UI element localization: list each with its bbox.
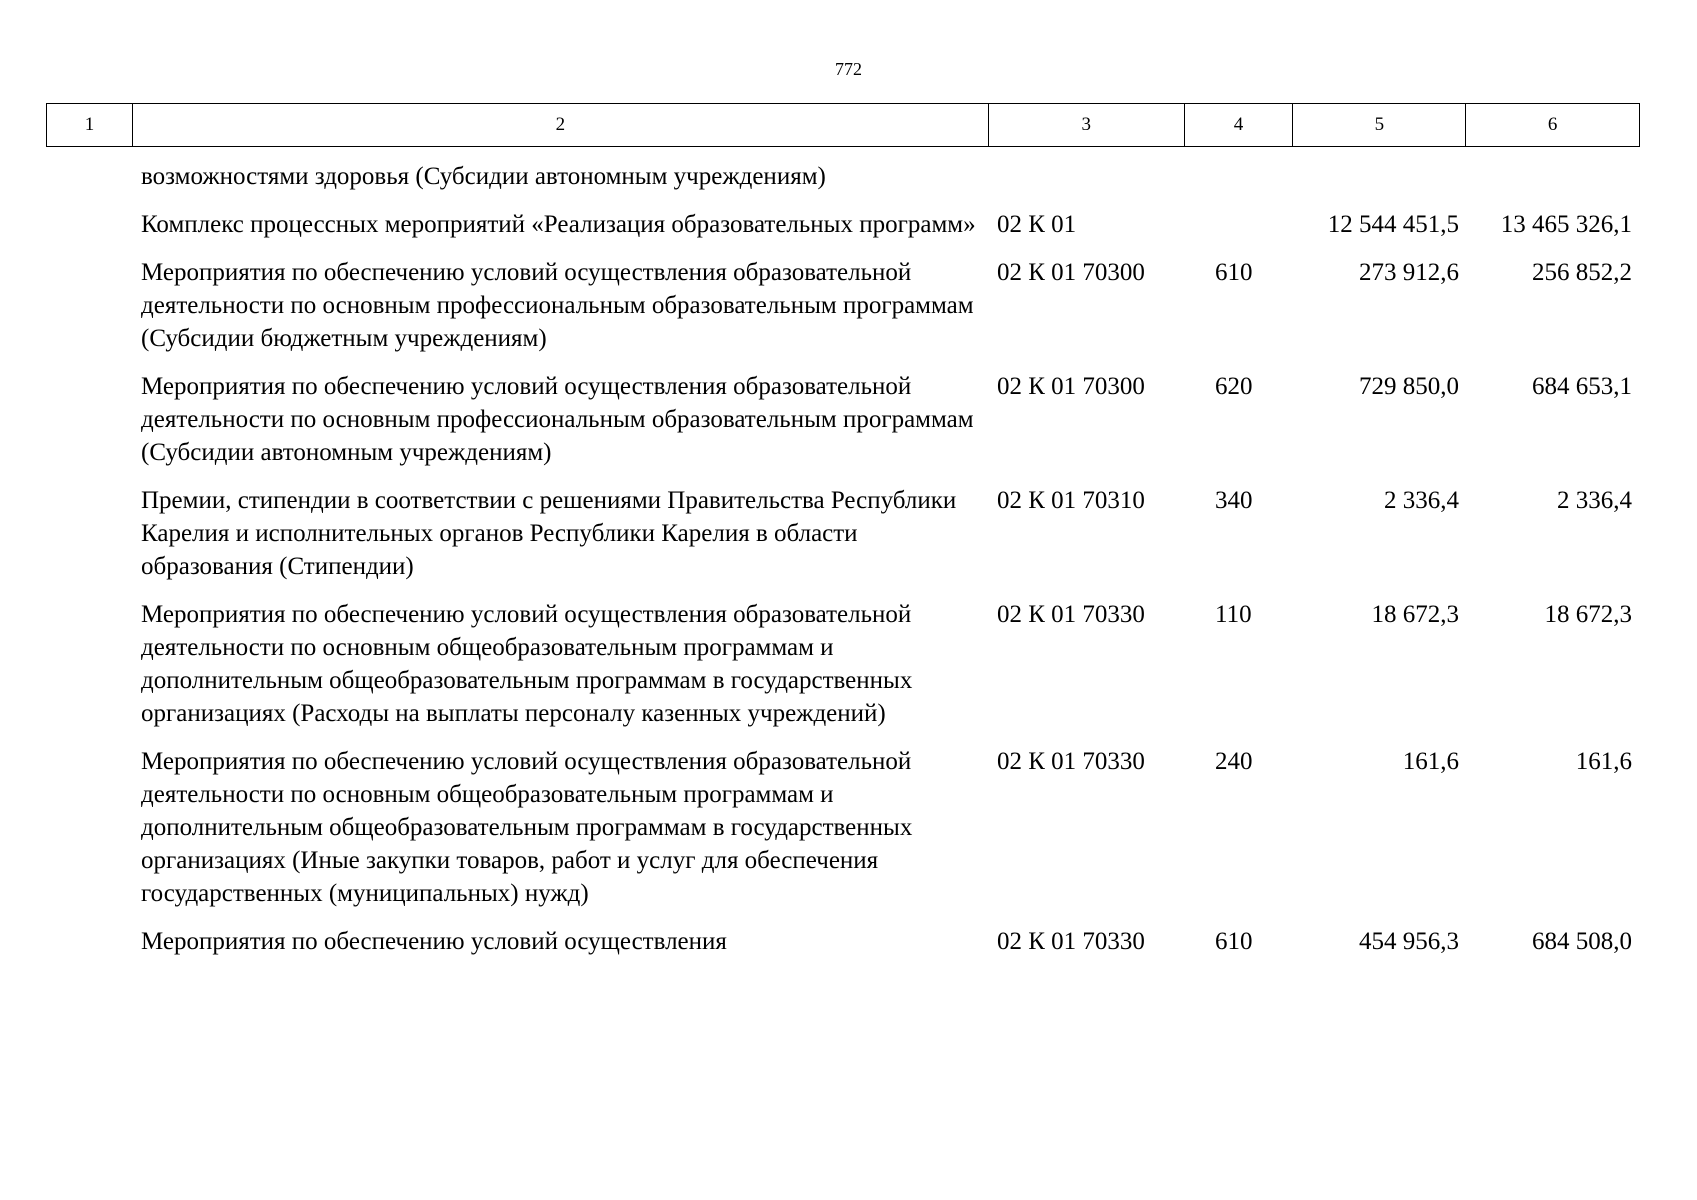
row-value-2: 684 653,1 <box>1532 373 1632 400</box>
header-col-6: 6 <box>1547 114 1558 135</box>
table-row <box>46 745 1640 910</box>
row-type: 620 <box>1215 373 1253 400</box>
table-row <box>46 598 1640 730</box>
row-value-1: 2 336,4 <box>1384 487 1459 514</box>
row-code: 02 К 01 70300 <box>997 259 1145 286</box>
row-type: 610 <box>1215 928 1253 955</box>
row-code: 02 К 01 70330 <box>997 748 1145 775</box>
row-value-1: 12 544 451,5 <box>1327 211 1459 238</box>
row-code: 02 К 01 70310 <box>997 487 1145 514</box>
row-name: Мероприятия по обеспечению условий осуществления образовательной деятельности по основным профессиональным образовательным программам (Субсидии автономным учреждениям) <box>141 373 974 466</box>
table-row <box>46 484 1640 583</box>
row-value-2 <box>1467 160 1640 193</box>
row-value-1: 18 672,3 <box>1371 601 1459 628</box>
row-type: 610 <box>1215 259 1253 286</box>
row-value-2: 2 336,4 <box>1557 487 1632 514</box>
header-col-1: 1 <box>47 104 133 146</box>
row-type: 240 <box>1215 748 1253 775</box>
row-name: Мероприятия по обеспечению условий осуществления образовательной деятельности по основным общеобразовательным программам и дополнительным общеобразовательным программам в государственных организациях (Расходы на выплаты персоналу казенных учреждений) <box>141 601 913 727</box>
row-value-2: 161,6 <box>1575 748 1632 775</box>
row-name: возможностями здоровья (Субсидии автономным учреждениям) <box>141 163 826 190</box>
table-row <box>46 370 1640 469</box>
table-header <box>46 103 1640 147</box>
row-type: 340 <box>1215 487 1253 514</box>
row-code: 02 К 01 <box>997 211 1077 238</box>
header-col-3: 3 <box>989 104 1185 146</box>
row-type <box>1185 208 1294 241</box>
row-name: Мероприятия по обеспечению условий осуществления образовательной деятельности по основным общеобразовательным программам и дополнительным общеобразовательным программам в государственных организациях (Иные закупки товаров, работ и услуг для обеспечения государственных (муниципальных) нужд) <box>141 748 913 907</box>
row-value-1: 273 912,6 <box>1359 259 1459 286</box>
row-value-1: 161,6 <box>1402 748 1459 775</box>
table-row <box>46 256 1640 355</box>
row-code: 02 К 01 70330 <box>997 928 1145 955</box>
header-col-2: 2 <box>133 104 989 146</box>
row-value-2: 684 508,0 <box>1532 928 1632 955</box>
row-name: Мероприятия по обеспечению условий осуществления <box>141 928 727 955</box>
row-code: 02 К 01 70330 <box>997 601 1145 628</box>
row-value-2: 13 465 326,1 <box>1500 211 1632 238</box>
row-code <box>989 160 1185 193</box>
row-type: 110 <box>1215 601 1252 628</box>
row-value-2: 18 672,3 <box>1544 601 1632 628</box>
row-value-1: 729 850,0 <box>1359 373 1459 400</box>
row-name: Премии, стипендии в соответствии с решениями Правительства Республики Карелия и исполнительных органов Республики Карелия в области образования (Стипендии) <box>141 487 957 580</box>
row-value-1: 454 956,3 <box>1359 928 1459 955</box>
row-type <box>1185 160 1294 193</box>
header-col-4: 4 <box>1185 104 1294 146</box>
row-value-1 <box>1294 160 1467 193</box>
table-row <box>46 208 1640 241</box>
table-body <box>46 160 1640 973</box>
header-col-5: 5 <box>1293 104 1466 146</box>
row-value-2: 256 852,2 <box>1532 259 1632 286</box>
row-name: Мероприятия по обеспечению условий осуществления образовательной деятельности по основным профессиональным образовательным программам (Субсидии бюджетным учреждениям) <box>141 259 974 352</box>
page-number: 772 <box>835 59 862 79</box>
row-code: 02 К 01 70300 <box>997 373 1145 400</box>
row-name: Комплекс процессных мероприятий «Реализация образовательных программ» <box>141 211 976 238</box>
table-row <box>46 160 1640 193</box>
table-row <box>46 925 1640 958</box>
